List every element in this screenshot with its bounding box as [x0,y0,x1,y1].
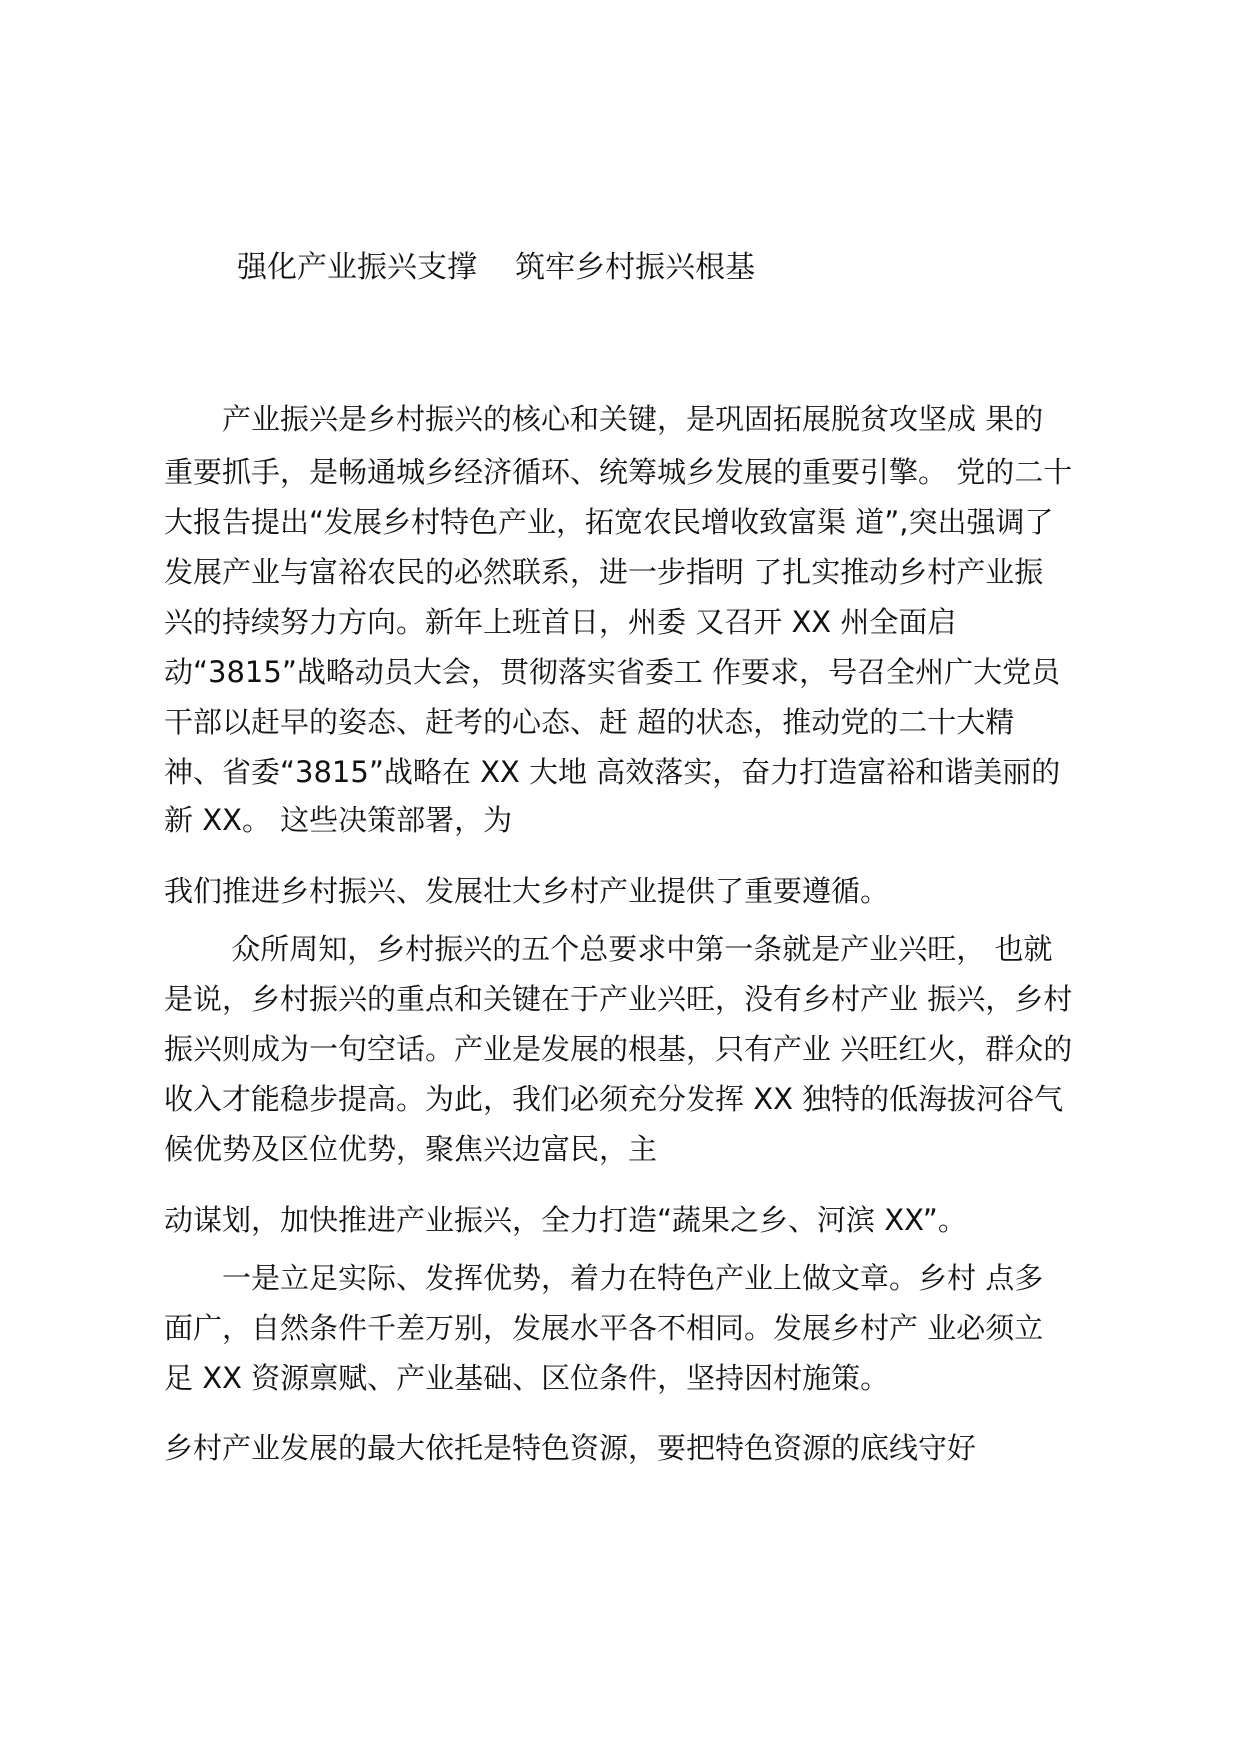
document-title: 强化产业振兴支撑 筑牢乡村振兴根基 [237,250,756,285]
paragraph-line: 面广，自然条件千差万别，发展水平各不相同。发展乡村产 业必须立 [164,1311,1044,1345]
paragraph-line: 发展产业与富裕农民的必然联系，进一步指明 了扎实推动乡村产业振 [164,555,1044,589]
paragraph-line: 足 XX 资源禀赋、产业基础、区位条件，坚持因村施策。 [164,1361,890,1395]
paragraph-line: 重要抓手，是畅通城乡经济循环、统筹城乡发展的重要引擎。 党的二十 [164,455,1073,489]
paragraph-line: 我们推进乡村振兴、发展壮大乡村产业提供了重要遵循。 [164,874,890,908]
paragraph-line: 众所周知，乡村振兴的五个总要求中第一条就是产业兴旺， 也就 [164,932,1053,966]
paragraph-line: 干部以赶早的姿态、赶考的心态、赶 超的状态，推动党的二十大精 [164,705,1015,739]
paragraph-line: 收入才能稳步提高。为此，我们必须充分发挥 XX 独特的低海拔河谷气 [164,1082,1064,1116]
paragraph-line: 兴的持续努力方向。新年上班首日，州委 又召开 XX 州全面启 [164,605,957,639]
paragraph-line: 动“3815”战略动员大会，贯彻落实省委工 作要求，号召全州广大党员 [164,655,1061,689]
paragraph-line: 一是立足实际、发挥优势，着力在特色产业上做文章。乡村 点多 [164,1261,1044,1295]
paragraph-line: 大报告提出“发展乡村特色产业，拓宽农民增收致富渠 道”,突出强调了 [164,505,1054,539]
paragraph-line: 动谋划，加快推进产业振兴，全力打造“蔬果之乡、河滨 XX”。 [164,1203,967,1237]
paragraph-line: 候优势及区位优势，聚焦兴边富民，主 [164,1132,658,1166]
paragraph-line: 是说，乡村振兴的重点和关键在于产业兴旺，没有乡村产业 振兴，乡村 [164,982,1073,1016]
paragraph-line: 新 XX。 这些决策部署，为 [164,803,513,837]
paragraph-line: 产业振兴是乡村振兴的核心和关键，是巩固拓展脱贫攻坚成 果的 [164,402,1044,436]
paragraph-line: 神、省委“3815”战略在 XX 大地 高效落实，奋力打造富裕和谐美丽的 [164,755,1061,789]
paragraph-line: 振兴则成为一句空话。产业是发展的根基，只有产业 兴旺红火，群众的 [164,1032,1073,1066]
paragraph-line: 乡村产业发展的最大依托是特色资源，要把特色资源的底线守好 [164,1431,977,1465]
